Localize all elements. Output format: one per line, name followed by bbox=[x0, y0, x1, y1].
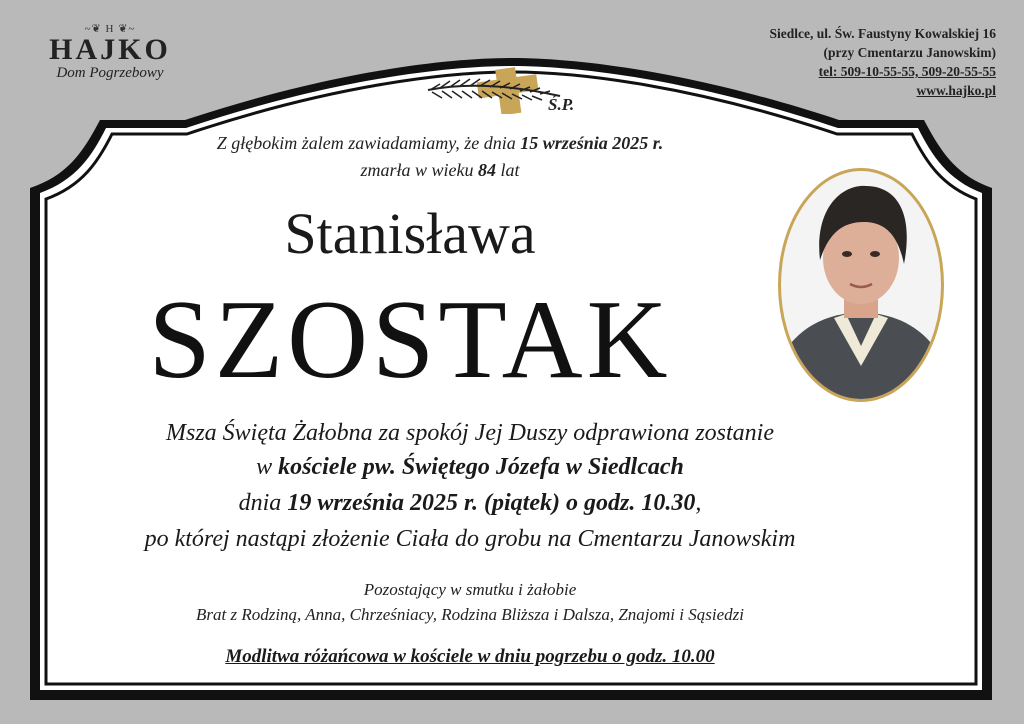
first-name: Stanisława bbox=[284, 201, 536, 266]
logo-mark: ~❦ H ❦~ bbox=[84, 23, 136, 35]
prayer-notice: Modlitwa różańcowa w kościele w dniu pogrzebu o godz. 10.00 bbox=[225, 646, 715, 667]
church-name: kościele pw. Świętego Józefa w Siedlcach bbox=[278, 454, 684, 480]
death-date: 15 września 2025 r. bbox=[520, 133, 664, 153]
contact-info bbox=[769, 24, 996, 100]
mass-line-2: w kościele pw. Świętego Józefa w Siedlcach bbox=[256, 454, 684, 480]
mass-datetime: 19 września 2025 r. (piątek) o godz. 10.30 bbox=[287, 490, 696, 516]
mourners-line-2: Brat z Rodziną, Anna, Chrześniacy, Rodzina Bliższa i Dalsza, Znajomi i Sąsiedzi bbox=[196, 605, 744, 624]
last-name: SZOSTAK bbox=[148, 278, 672, 402]
contact-website[interactable]: www.hajko.pl bbox=[916, 83, 996, 98]
funeral-home-logo bbox=[30, 22, 190, 82]
sp-abbreviation: Ś.P. bbox=[548, 95, 575, 114]
mass-line-1: Msza Święta Żałobna za spokój Jej Duszy odprawiona zostanie bbox=[165, 420, 774, 446]
contact-note: (przy Cmentarzu Janowskim) bbox=[823, 45, 996, 60]
mass-line-3: dnia 19 września 2025 r. (piątek) o godz. 10.30, bbox=[238, 490, 702, 516]
intro-line-1: Z głębokim żalem zawiadamiamy, że dnia 15 września 2025 r. bbox=[216, 133, 664, 153]
mass-line-4: po której nastąpi złożenie Ciała do grobu na Cmentarzu Janowskim bbox=[144, 526, 796, 552]
portrait-photo bbox=[776, 166, 946, 404]
contact-address: Siedlce, ul. Św. Faustyny Kowalskiej 16 bbox=[769, 26, 996, 41]
age: 84 bbox=[478, 160, 496, 180]
mourners-line-1: Pozostający w smutku i żałobie bbox=[363, 580, 577, 599]
logo-subtitle: Dom Pogrzebowy bbox=[56, 65, 164, 81]
intro-line-2: zmarła w wieku 84 lat bbox=[360, 160, 520, 180]
contact-phone[interactable]: tel: 509-10-55-55, 509-20-55-55 bbox=[818, 64, 996, 79]
logo-name: HAJKO bbox=[49, 33, 171, 66]
